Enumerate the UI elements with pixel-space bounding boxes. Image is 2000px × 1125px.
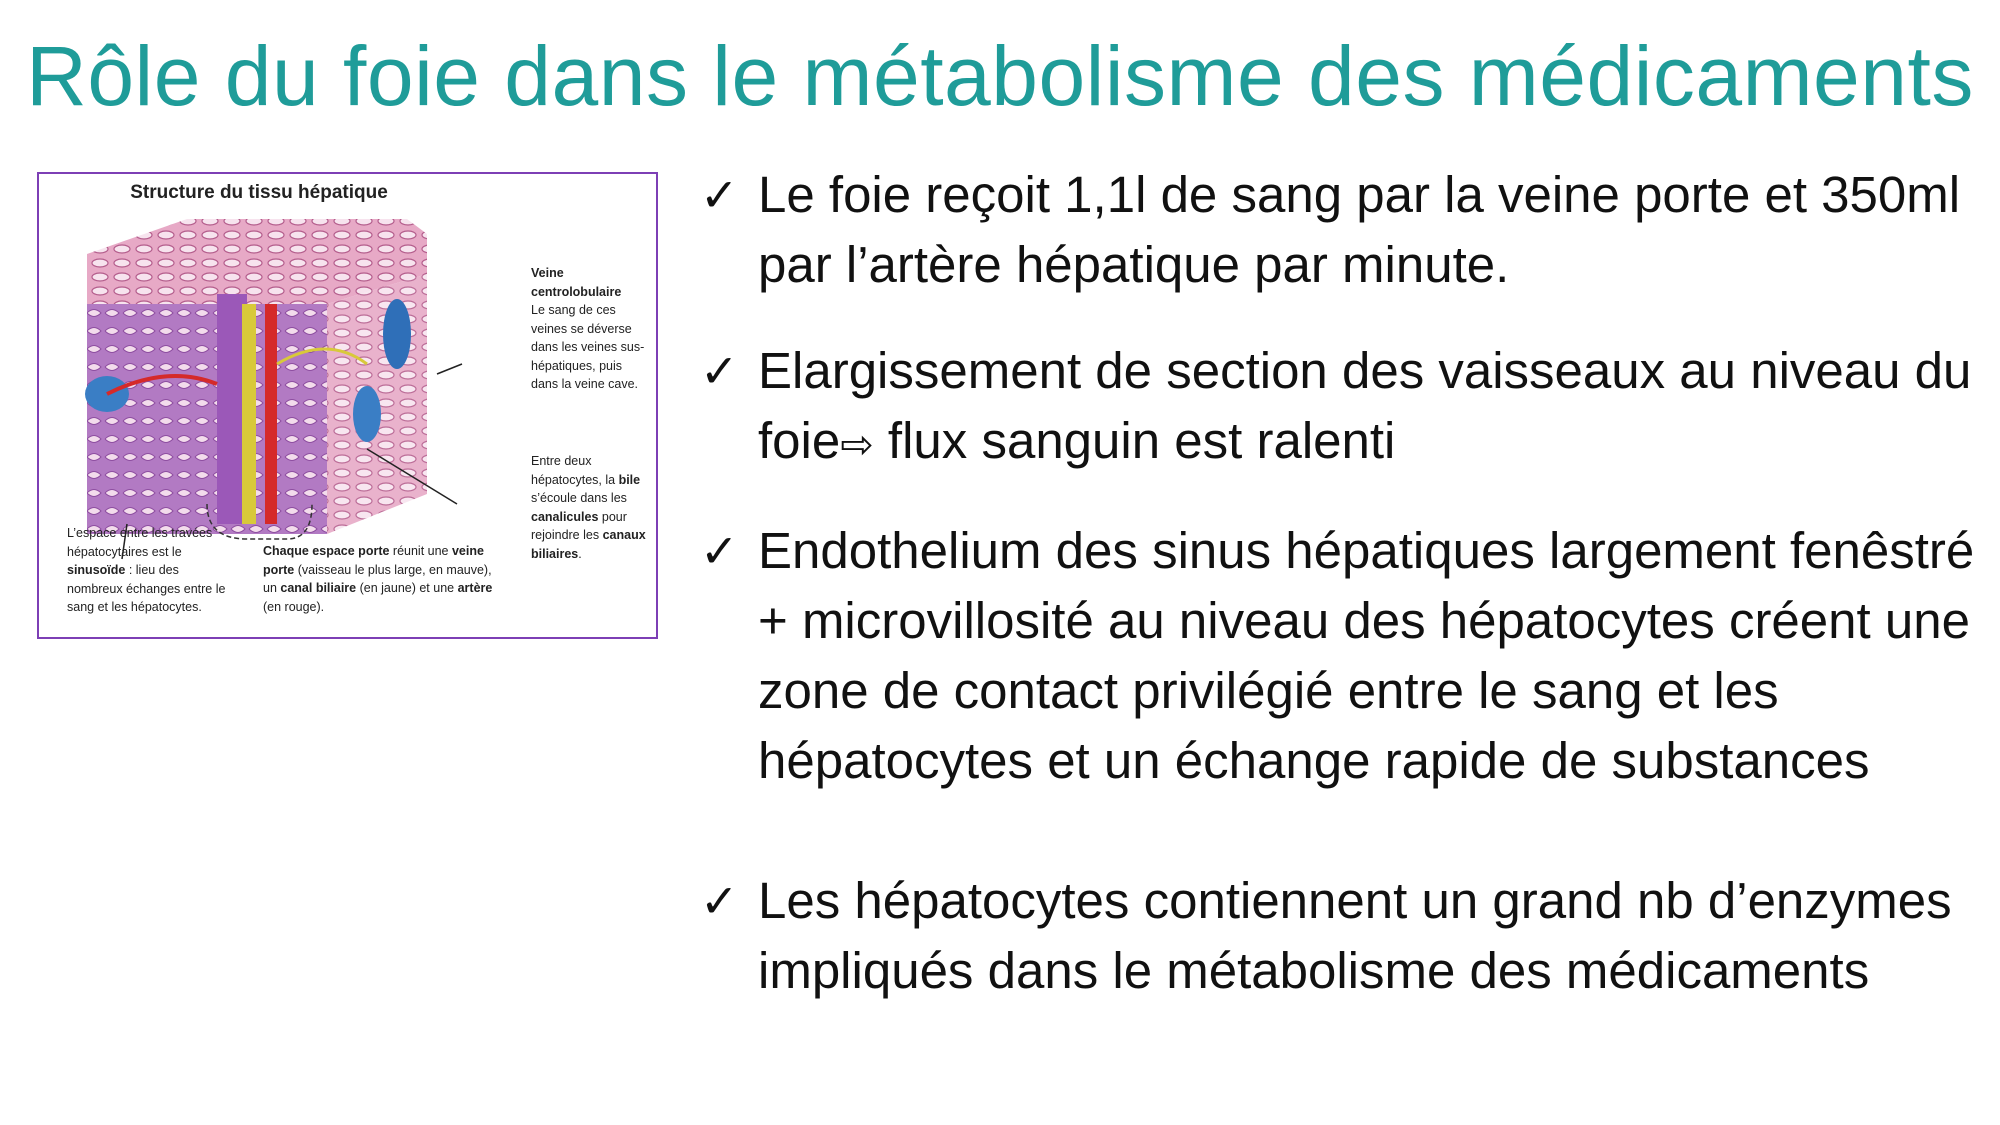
bullet-item [700, 336, 1990, 480]
label-bile: Entre deux hépatocytes, la bile s’écoule dans les canalicules pour rejoindre les canaux biliaires. [531, 454, 646, 561]
bullet-text: Elargissement de section des vaisseaux au niveau du foie [758, 342, 1972, 469]
label-sinusoide: L’espace entre les travées hépatocytaires est le sinusoïde : lieu des nombreux échanges entre le sang et les hépatocytes. [67, 526, 226, 614]
label-veine-centrolobulaire: Veine centrolobulaire Le sang de ces veines se déverse dans les veines sus-hépatiques, puis dans la veine cave. [531, 266, 645, 391]
bullet-item [700, 160, 1990, 300]
figure-title: Structure du tissu hépatique [130, 182, 388, 203]
bullet-item [700, 516, 1990, 796]
check-icon: ✓ [700, 344, 739, 398]
label-espace-porte: Chaque espace porte réunit une veine porte (vaisseau le plus large, en mauve), un canal biliaire (en jaune) et une artère (en rouge). [263, 544, 493, 614]
check-icon: ✓ [700, 874, 739, 928]
bullet-text: Les hépatocytes contiennent un grand nb d’enzymes impliqués dans le métabolisme des médicaments [758, 872, 1952, 999]
check-icon: ✓ [700, 524, 739, 578]
bullet-text: Le foie reçoit 1,1l de sang par la veine porte et 350ml par l’artère hépatique par minute. [758, 166, 1961, 293]
bullet-item [700, 866, 1990, 1006]
slide-title: Rôle du foie dans le métabolisme des médicaments [26, 29, 1974, 123]
bullet-text: Endothelium des sinus hépatiques largement fenêstré + microvillosité au niveau des hépatocytes créent une zone de contact privilégié entre le sang et les hépatocytes et un échange rapide de substances [758, 522, 1975, 789]
liver-tissue-figure [37, 172, 658, 639]
bullet-list [700, 160, 1990, 1042]
check-icon: ✓ [700, 168, 739, 222]
arrow-right-icon: ⇨ [840, 422, 874, 468]
liver-tissue-illustration [67, 214, 567, 574]
bullet-text: flux sanguin est ralenti [873, 412, 1396, 469]
